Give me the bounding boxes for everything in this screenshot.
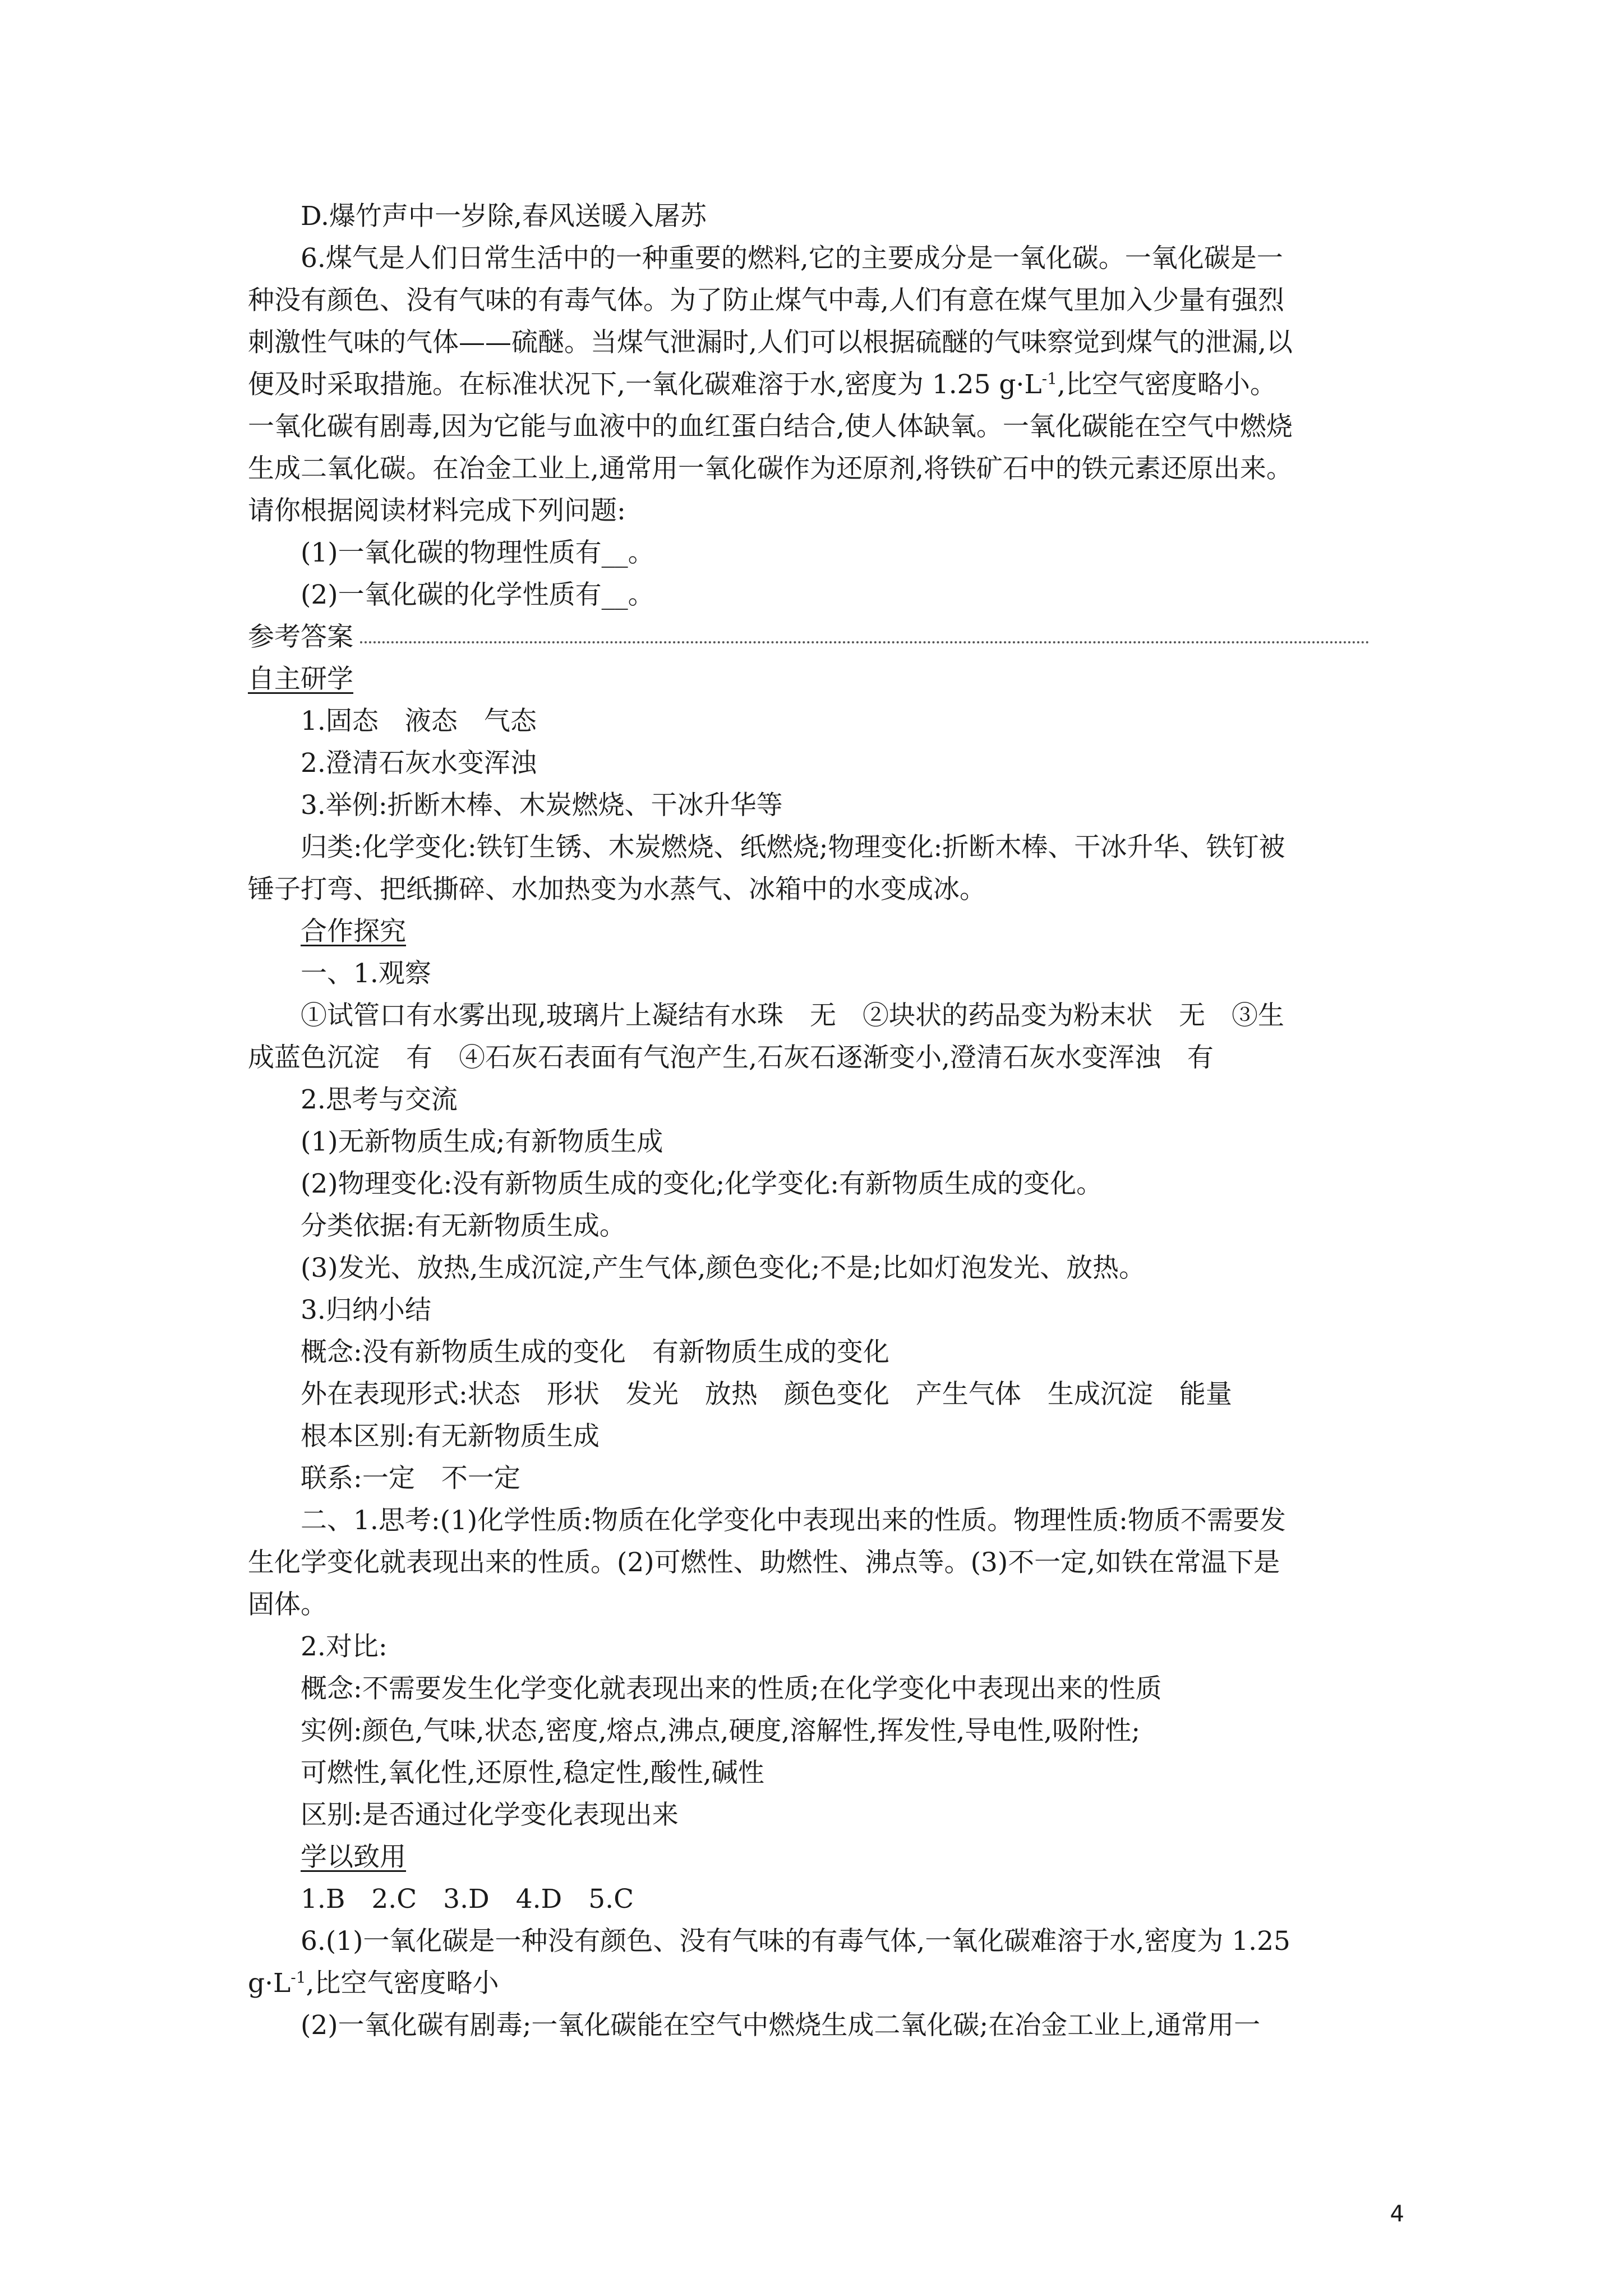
- question-line: 6.煤气是人们日常生活中的一种重要的燃料,它的主要成分是一氧化碳。一氧化碳是一: [301, 243, 1283, 274]
- question-line: 生成二氧化碳。在冶金工业上,通常用一氧化碳作为还原剂,将铁矿石中的铁元素还原出来。: [248, 453, 1293, 484]
- question-line: 便及时采取措施。在标准状况下,一氧化碳难溶于水,密度为 1.25 $g\cdot L^{-1}$,比空气密度略小。: [248, 369, 1276, 400]
- self-study-line: 1.固态 液态 气态: [301, 706, 537, 737]
- dotted-rule: [360, 641, 1370, 643]
- self-study-line: 3.举例:折断木棒、木炭燃烧、干冰升华等: [301, 790, 783, 821]
- question-line: 刺激性气味的气体——硫醚。当煤气泄漏时,人们可以根据硫醚的气味察觉到煤气的泄漏,以: [248, 327, 1293, 358]
- answer-header: 参考答案: [248, 622, 353, 652]
- apply-line: (2)一氧化碳有剧毒;一氧化碳能在空气中燃烧生成二氧化碳;在冶金工业上,通常用一: [301, 2010, 1261, 2041]
- self-study-line: 归类:化学变化:铁钉生锈、木炭燃烧、纸燃烧;物理变化:折断木棒、干冰升华、铁钉被: [301, 832, 1285, 863]
- cooperate-line: (1)无新物质生成;有新物质生成: [301, 1126, 663, 1157]
- question-line: 种没有颜色、没有气味的有毒气体。为了防止煤气中毒,人们有意在煤气里加入少量有强烈: [248, 285, 1284, 316]
- cooperate-line: ①试管口有水雾出现,玻璃片上凝结有水珠 无 ②块状的药品变为粉末状 无 ③生: [301, 1000, 1284, 1031]
- apply-line: 6.(1)一氧化碳是一种没有颜色、没有气味的有毒气体,一氧化碳难溶于水,密度为 1.25: [301, 1926, 1290, 1957]
- question-block: [248, 195, 1370, 616]
- apply-line: 1.B 2.C 3.D 4.D 5.C: [301, 1884, 634, 1915]
- question-line: 一氧化碳有剧毒,因为它能与血液中的血红蛋白结合,使人体缺氧。一氧化碳能在空气中燃烧: [248, 411, 1293, 442]
- cooperate-line: (2)物理变化:没有新物质生成的变化;化学变化:有新物质生成的变化。: [301, 1168, 1103, 1199]
- self-study-block: [248, 700, 1370, 868]
- question-line: 请你根据阅读材料完成下列问题:: [248, 495, 626, 526]
- cooperate-line: 3.归纳小结: [301, 1295, 431, 1326]
- cooperate-line: 一、1.观察: [301, 958, 431, 989]
- cooperate-line: 固体。: [248, 1589, 327, 1620]
- page-number: 4: [1390, 2201, 1404, 2227]
- cooperate-line: 2.思考与交流: [301, 1084, 458, 1115]
- cooperate-block: [248, 953, 1370, 1836]
- cooperate-line: 外在表现形式:状态 形状 发光 放热 颜色变化 产生气体 生成沉淀 能量: [301, 1379, 1232, 1410]
- cooperate-line: 二、1.思考:(1)化学性质:物质在化学变化中表现出来的性质。物理性质:物质不需要发: [301, 1505, 1286, 1536]
- page-content: [248, 195, 1370, 2046]
- apply-block: [248, 1878, 1370, 2046]
- cooperate-line: 区别:是否通过化学变化表现出来: [301, 1800, 679, 1830]
- self-study-cont: 锤子打弯、把纸撕碎、水加热变为水蒸气、冰箱中的水变成冰。: [248, 874, 986, 905]
- self-study-line: 2.澄清石灰水变浑浊: [301, 748, 537, 779]
- question-line: D.爆竹声中一岁除,春风送暖入屠苏: [301, 201, 707, 232]
- section-heading-self-study: 自主研学: [248, 664, 353, 694]
- section-heading-cooperate: 合作探究: [301, 916, 406, 947]
- cooperate-line: 分类依据:有无新物质生成。: [301, 1211, 626, 1241]
- cooperate-line: 成蓝色沉淀 有 ④石灰石表面有气泡产生,石灰石逐渐变小,澄清石灰水变浑浊 有: [248, 1042, 1214, 1073]
- cooperate-line: 概念:不需要发生化学变化就表现出来的性质;在化学变化中表现出来的性质: [301, 1673, 1162, 1704]
- cooperate-line: 联系:一定 不一定: [301, 1463, 520, 1494]
- question-line: (2)一氧化碳的化学性质有__。: [301, 579, 654, 610]
- cooperate-line: 2.对比:: [301, 1631, 388, 1662]
- cooperate-line: 概念:没有新物质生成的变化 有新物质生成的变化: [301, 1337, 889, 1368]
- cooperate-line: 根本区别:有无新物质生成: [301, 1421, 600, 1452]
- question-line: (1)一氧化碳的物理性质有__。: [301, 537, 654, 568]
- section-heading-apply: 学以致用: [301, 1842, 406, 1872]
- cooperate-line: 生化学变化就表现出来的性质。(2)可燃性、助燃性、沸点等。(3)不一定,如铁在常温下是: [248, 1547, 1280, 1578]
- cooperate-line: 实例:颜色,气味,状态,密度,熔点,沸点,硬度,溶解性,挥发性,导电性,吸附性;: [301, 1715, 1141, 1746]
- cooperate-line: (3)发光、放热,生成沉淀,产生气体,颜色变化;不是;比如灯泡发光、放热。: [301, 1253, 1146, 1283]
- apply-line: $g\cdot L^{-1}$,比空气密度略小: [248, 1968, 499, 1999]
- answer-header-row: [248, 616, 1370, 658]
- cooperate-line: 可燃性,氧化性,还原性,稳定性,酸性,碱性: [301, 1757, 764, 1788]
